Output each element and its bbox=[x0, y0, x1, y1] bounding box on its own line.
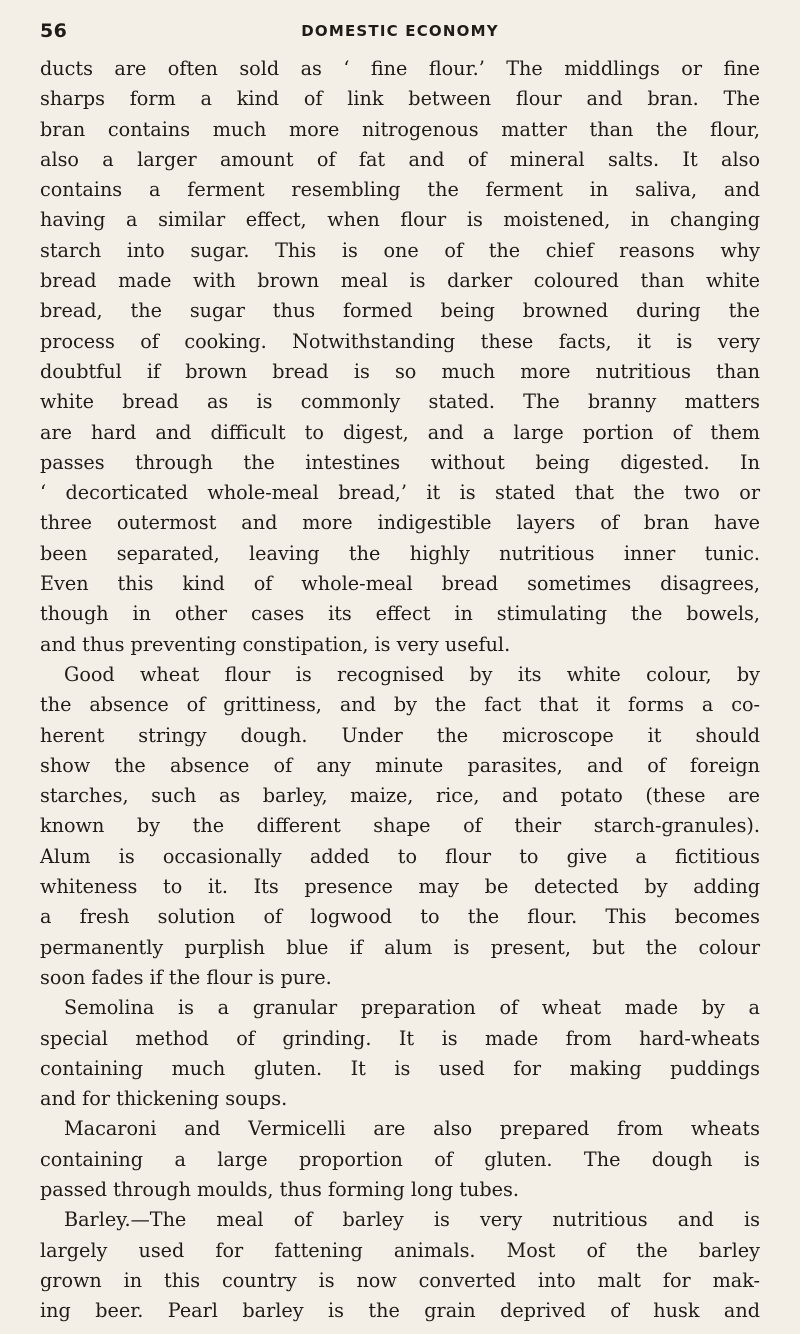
text-line: ing beer. Pearl barley is the grain deprived of husk and bbox=[40, 1299, 760, 1323]
text-line: Alum is occasionally added to flour to give a fictitious bbox=[40, 844, 760, 868]
text-line: are hard and difficult to digest, and a large portion of them bbox=[40, 420, 760, 444]
text-line: white bread as is commonly stated. The branny matters bbox=[40, 390, 760, 414]
text-line: doubtful if brown bread is so much more nutritious than bbox=[40, 359, 760, 383]
text-line: also a larger amount of fat and of mineral salts. It also bbox=[40, 147, 760, 171]
body-text bbox=[40, 54, 760, 1326]
text-line: largely used for fattening animals. Most of the barley bbox=[40, 1238, 760, 1262]
text-line: passed through moulds, thus forming long tubes. bbox=[40, 1177, 519, 1201]
text-line: permanently purplish blue if alum is present, but the colour bbox=[40, 935, 760, 959]
text-line: ‘ decorticated whole-meal bread,’ it is stated that the two or bbox=[40, 481, 760, 505]
text-line: the absence of grittiness, and by the fact that it forms a co- bbox=[40, 693, 760, 717]
running-head: DOMESTIC ECONOMY bbox=[301, 22, 499, 40]
text-line: ducts are often sold as ‘ fine flour.’ The middlings or fine bbox=[40, 57, 760, 80]
text-line: process of cooking. Notwithstanding these facts, it is very bbox=[40, 329, 760, 353]
text-line: Good wheat flour is recognised by its white colour, by bbox=[64, 662, 760, 686]
text-line: show the absence of any minute parasites, and of foreign bbox=[40, 753, 760, 777]
text-line: Barley.—The meal of barley is very nutritious and is bbox=[64, 1208, 760, 1232]
text-line: been separated, leaving the highly nutritious inner tunic. bbox=[40, 541, 760, 565]
page-number: 56 bbox=[40, 20, 68, 42]
text-line: a fresh solution of logwood to the flour. This becomes bbox=[40, 905, 760, 929]
text-line: starch into sugar. This is one of the chief reasons why bbox=[40, 238, 760, 262]
text-line: Semolina is a granular preparation of wheat made by a bbox=[64, 996, 760, 1020]
text-line: starches, such as barley, maize, rice, and potato (these are bbox=[40, 784, 760, 808]
text-line: grown in this country is now converted into malt for mak- bbox=[40, 1268, 760, 1292]
text-line: bran contains much more nitrogenous matter than the flour, bbox=[40, 117, 760, 141]
text-line: known by the different shape of their starch-granules). bbox=[40, 814, 760, 838]
text-line: having a similar effect, when flour is moistened, in changing bbox=[40, 208, 760, 232]
text-line: bread, the sugar thus formed being browned during the bbox=[40, 299, 760, 323]
text-line: whiteness to it. Its presence may be detected by adding bbox=[40, 875, 760, 899]
text-line: Macaroni and Vermicelli are also prepared from wheats bbox=[64, 1117, 760, 1141]
text-line: Even this kind of whole-meal bread sometimes disagrees, bbox=[40, 572, 760, 596]
text-line: soon fades if the flour is pure. bbox=[40, 965, 332, 989]
text-line: special method of grinding. It is made from hard-wheats bbox=[40, 1026, 760, 1050]
text-line: containing much gluten. It is used for making puddings bbox=[40, 1056, 760, 1080]
text-line: though in other cases its effect in stimulating the bowels, bbox=[40, 602, 760, 626]
text-line: and thus preventing constipation, is very useful. bbox=[40, 632, 511, 656]
text-line: sharps form a kind of link between flour and bran. The bbox=[40, 87, 760, 111]
text-line: herent stringy dough. Under the microscope it should bbox=[40, 723, 760, 747]
text-line: three outermost and more indigestible layers of bran have bbox=[40, 511, 760, 535]
text-line: and for thickening soups. bbox=[40, 1087, 288, 1111]
text-line: bread made with brown meal is darker coloured than white bbox=[40, 269, 760, 293]
text-line: contains a ferment resembling the ferment in saliva, and bbox=[40, 178, 760, 202]
text-line: containing a large proportion of gluten. The dough is bbox=[40, 1147, 760, 1171]
text-line: passes through the intestines without being digested. In bbox=[40, 450, 760, 474]
page-header bbox=[20, 16, 780, 56]
